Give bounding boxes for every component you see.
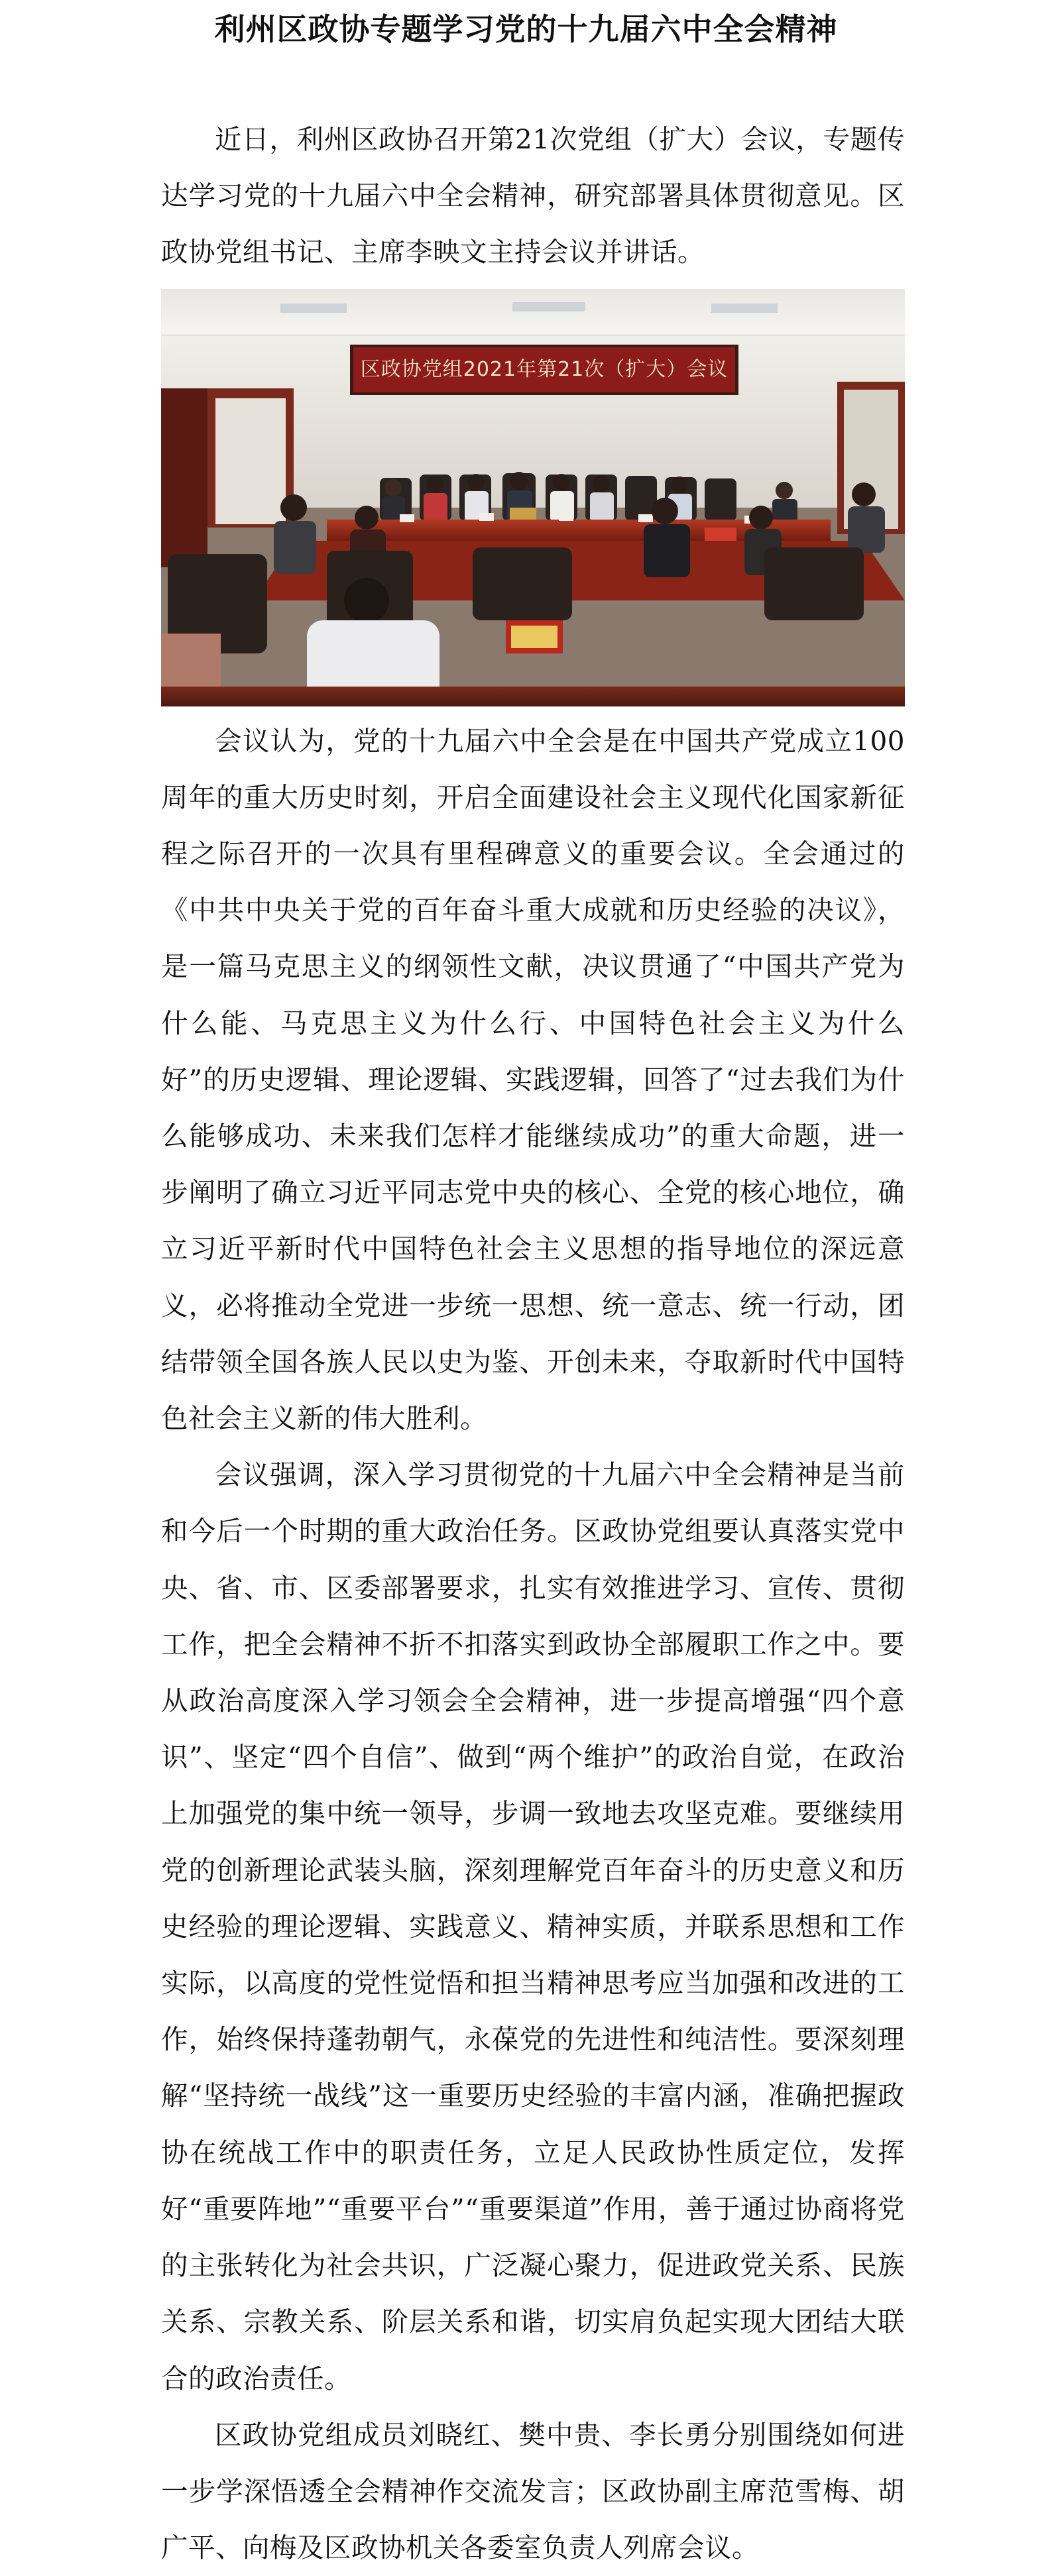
paragraph-intro: 近日，利州区政协召开第21次党组（扩大）会议，专题传达学习党的十九届六中全会精神，研究部署具体贯彻意见。区政协党组书记、主席李映文主持会议并讲话。 bbox=[161, 123, 905, 268]
paragraph-meeting-emphasis: 会议强调，深入学习贯彻党的十九届六中全会精神是当前和今后一个时期的重大政治任务。区政协党组要认真落实党中央、省、市、区委部署要求，扎实有效推进学习、宣传、贯彻工作，把全会精神不折不扣落实到政协全部履职工作之中。要从政治高度深入学习领会全会精神，进一步提高增强“四个意识”、坚定“四个自信”、做到“两个维护”的政治自觉，在政治上加强党的集中统一领导，步调一致地去攻坚克难。要继续用党的创新理论武装头脑，深刻理解党百年奋斗的历史意义和历史经验的理论逻辑、实践意义、精神实质，并联系思想和工作实际，以高度的党性觉悟和担当精神思考应当加强和改进的工作，始终保持蓬勃朝气，永葆党的先进性和纯洁性。要深刻理解“坚持统一战线”这一重要历史经验的丰富内涵，准确把握政协在统战工作中的职责任务，立足人民政协性质定位，发挥好“重要阵地”“重要平台”“重要渠道”作用，善于通过协商将党的主张转化为社会共识，广泛凝心聚力，促进政党关系、民族关系、宗教关系、阶层关系和谐，切实肩负起实现大团结大联合的政治责任。 bbox=[161, 1459, 905, 2394]
article-body bbox=[161, 111, 905, 2576]
paragraph-attendees: 区政协党组成员刘晓红、樊中贵、李长勇分别围绕如何进一步学深悟透全会精神作交流发言；区政协副主席范雪梅、胡广平、向梅及区政协机关各委室负责人列席会议。 bbox=[161, 2418, 905, 2564]
meeting-banner-text: 区政协党组2021年第21次（扩大）会议 bbox=[360, 357, 729, 381]
article-title: 利州区政协专题学习党的十九届六中全会精神 bbox=[214, 11, 838, 47]
meeting-photo bbox=[161, 289, 905, 706]
paragraph-meeting-view: 会议认为，党的十九届六中全会是在中国共产党成立100周年的重大历史时刻，开启全面建设社会主义现代化国家新征程之际召开的一次具有里程碑意义的重要会议。全会通过的《中共中央关于党的百年奋斗重大成就和历史经验的决议》，是一篇马克思主义的纲领性文献，决议贯通了“中国共产党为什么能、马克思主义为什么行、中国特色社会主义为什么好”的历史逻辑、理论逻辑、实践逻辑，回答了“过去我们为什么能够成功、未来我们怎样才能继续成功”的重大命题，进一步阐明了确立习近平同志党中央的核心、全党的核心地位，确立习近平新时代中国特色社会主义思想的指导地位的深远意义，必将推动全党进一步统一思想、统一意志、统一行动，团结带领全国各族人民以史为鉴、开创未来，夺取新时代中国特色社会主义新的伟大胜利。 bbox=[161, 724, 905, 1435]
